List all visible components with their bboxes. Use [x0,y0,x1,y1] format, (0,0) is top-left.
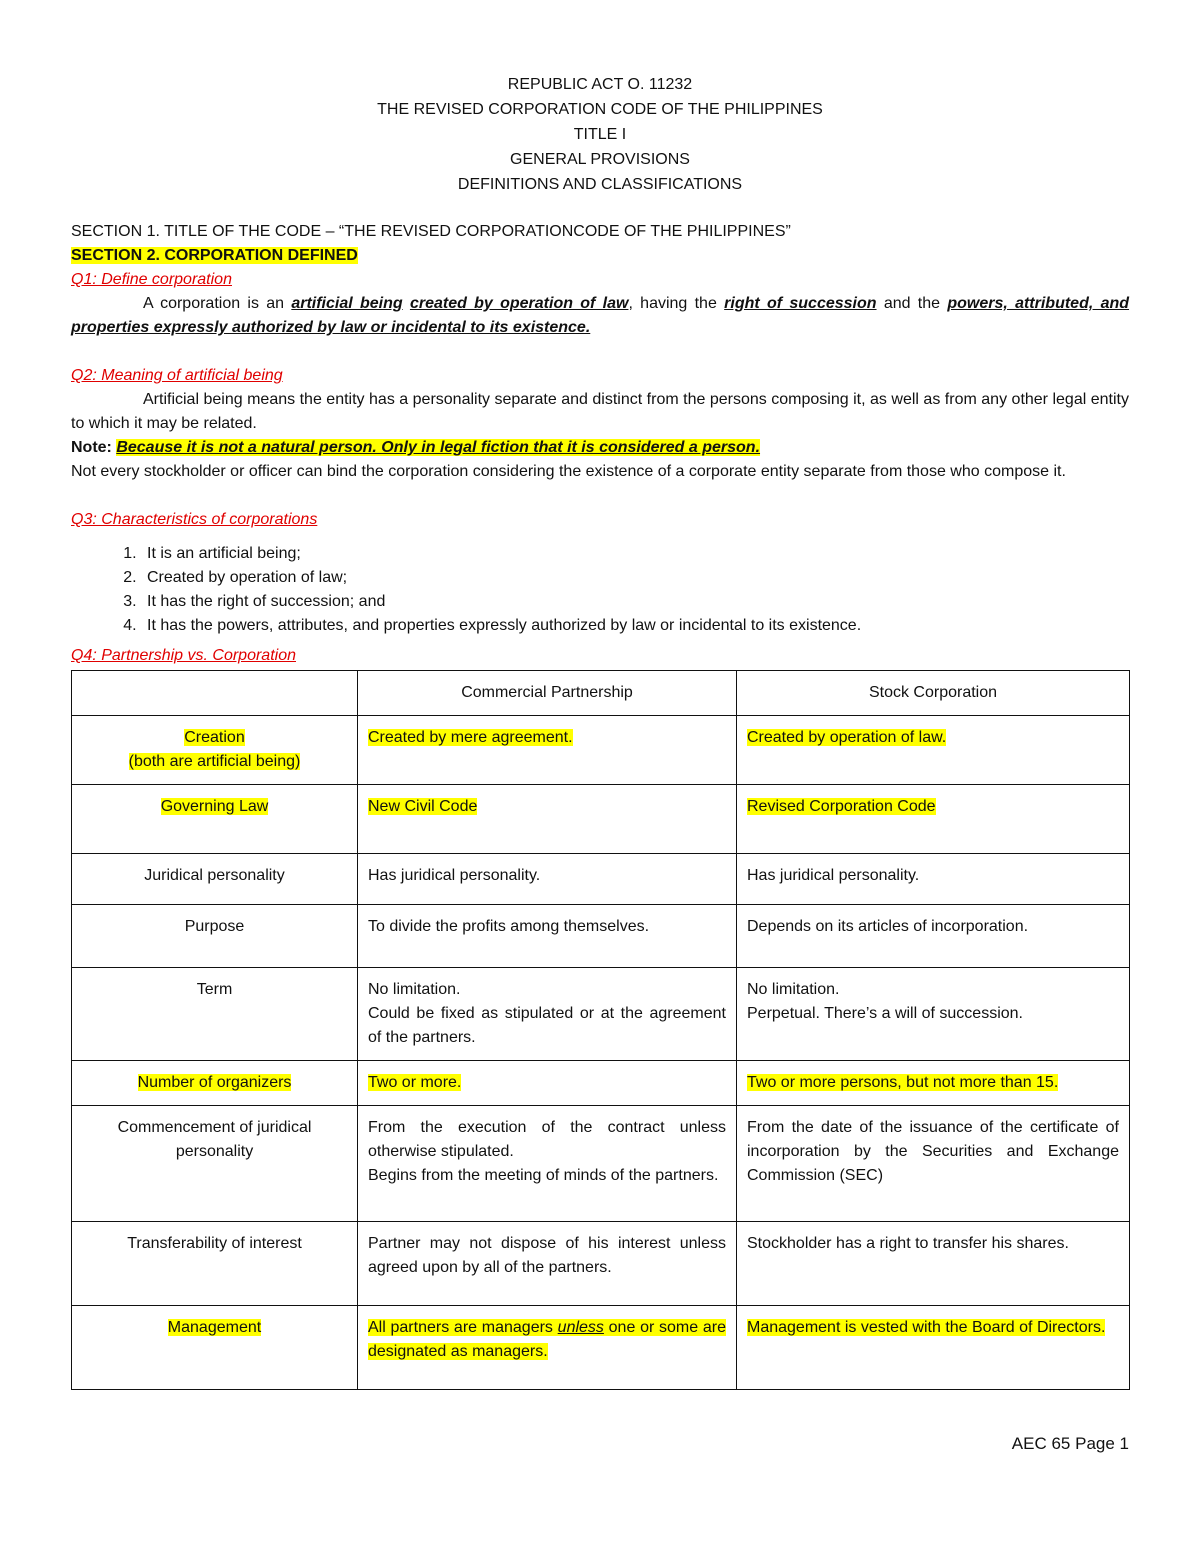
section-1-heading: SECTION 1. TITLE OF THE CODE – “THE REVISED CORPORATIONCODE OF THE PHILIPPINES” [71,223,791,240]
term-powers-attributed: powers, attributed, and properties expressly authorized by law or incidental to its existence. [71,295,1130,336]
governing-partnership: New Civil Code [368,798,478,815]
table-row [72,1306,1130,1390]
list-item: 3. It has the right of succession; and [141,590,1129,614]
transfer-partnership: Partner may not dispose of his interest unless agreed upon by all of the partners. [358,1222,737,1306]
row-label-transfer: Transferability of interest [72,1222,358,1306]
q1-title: Q1: Define corporation [71,271,232,288]
management-corporation: Management is vested with the Board of Directors. [747,1319,1106,1336]
list-item: 1. It is an artificial being; [141,542,1129,566]
row-label-management: Management [72,1306,358,1390]
term-artificial-being: artificial being [291,295,403,312]
row-label-creation: Creation (both are artificial being) [72,716,358,785]
header-title: TITLE I [573,126,627,143]
governing-corporation: Revised Corporation Code [747,798,936,815]
characteristics-list [71,542,1129,638]
header-code-title: THE REVISED CORPORATION CODE OF THE PHILIPPINES [377,101,823,118]
document-header [71,72,1129,197]
table-header-row [72,671,1130,716]
term-created-by-law: created by operation of law [409,295,629,312]
row-label-juridical: Juridical personality [72,854,358,905]
table-row [72,1061,1130,1106]
creation-corporation: Created by operation of law. [747,729,947,746]
list-item: 4. It has the powers, attributes, and properties expressly authorized by law or incidental to its existence. [141,614,1129,638]
q2-note [71,436,1129,460]
page-footer: AEC 65 Page 1 [1011,1434,1129,1453]
list-item: 2. Created by operation of law; [141,566,1129,590]
transfer-corporation: Stockholder has a right to transfer his shares. [737,1222,1130,1306]
commencement-corporation: From the date of the issuance of the certificate of incorporation by the Securities and Exchange Commission (SEC) [737,1106,1130,1222]
creation-partnership: Created by mere agreement. [368,729,573,746]
section-2-heading: SECTION 2. CORPORATION DEFINED [71,247,358,264]
table-row [72,1222,1130,1306]
note-label: Note: [71,439,117,456]
table-row [72,1106,1130,1222]
header-empty-cell [72,671,358,716]
row-label-commencement: Commencement of juridical personality [72,1106,358,1222]
comparison-table [71,670,1130,1390]
row-label-governing-law: Governing Law [72,785,358,854]
purpose-partnership: To divide the profits among themselves. [358,905,737,968]
q2-paragraph: Artificial being means the entity has a personality separate and distinct from the persons composing it, as well as from any other legal entity to which it may be related. [71,391,1129,432]
juridical-partnership: Has juridical personality. [358,854,737,905]
header-definitions: DEFINITIONS AND CLASSIFICATIONS [457,176,743,193]
q2-paragraph-2: Not every stockholder or officer can bind the corporation considering the existence of a corporate entity separate from those who compose it. [71,463,1066,480]
header-partnership: Commercial Partnership [358,671,737,716]
table-row [72,716,1130,785]
table-row [72,854,1130,905]
header-general-provisions: GENERAL PROVISIONS [510,151,690,168]
q1-definition: A corporation is an artificial being created by operation of law, having the right of succession and the powers, attributed, and properties expressly authorized by law or incidental to its existence. [71,295,1130,336]
table-row [72,968,1130,1061]
term-right-of-succession: right of succession [724,295,877,312]
q2-title: Q2: Meaning of artificial being [71,367,283,384]
table-row [72,785,1130,854]
row-label-term: Term [72,968,358,1061]
q4-title: Q4: Partnership vs. Corporation [71,647,296,664]
row-label-organizers: Number of organizers [72,1061,358,1106]
header-corporation: Stock Corporation [737,671,1130,716]
document-content [71,72,1129,1390]
table-row [72,905,1130,968]
organizers-partnership: Two or more. [368,1074,462,1091]
note-text: Because it is not a natural person. Only in legal fiction that it is considered a person. [116,439,761,456]
organizers-corporation: Two or more persons, but not more than 15. [747,1074,1059,1091]
purpose-corporation: Depends on its articles of incorporation. [737,905,1130,968]
term-corporation: No limitation. Perpetual. There’s a will of succession. [737,968,1130,1061]
row-label-purpose: Purpose [72,905,358,968]
commencement-partnership: From the execution of the contract unless otherwise stipulated. Begins from the meeting of minds of the partners. [358,1106,737,1222]
header-act-number: REPUBLIC ACT O. 11232 [507,76,693,93]
juridical-corporation: Has juridical personality. [737,854,1130,905]
q3-title: Q3: Characteristics of corporations [71,511,318,528]
management-partnership: All partners are managers unless one or some are designated as managers. [358,1306,737,1390]
term-partnership: No limitation. Could be fixed as stipulated or at the agreement of the partners. [358,968,737,1061]
